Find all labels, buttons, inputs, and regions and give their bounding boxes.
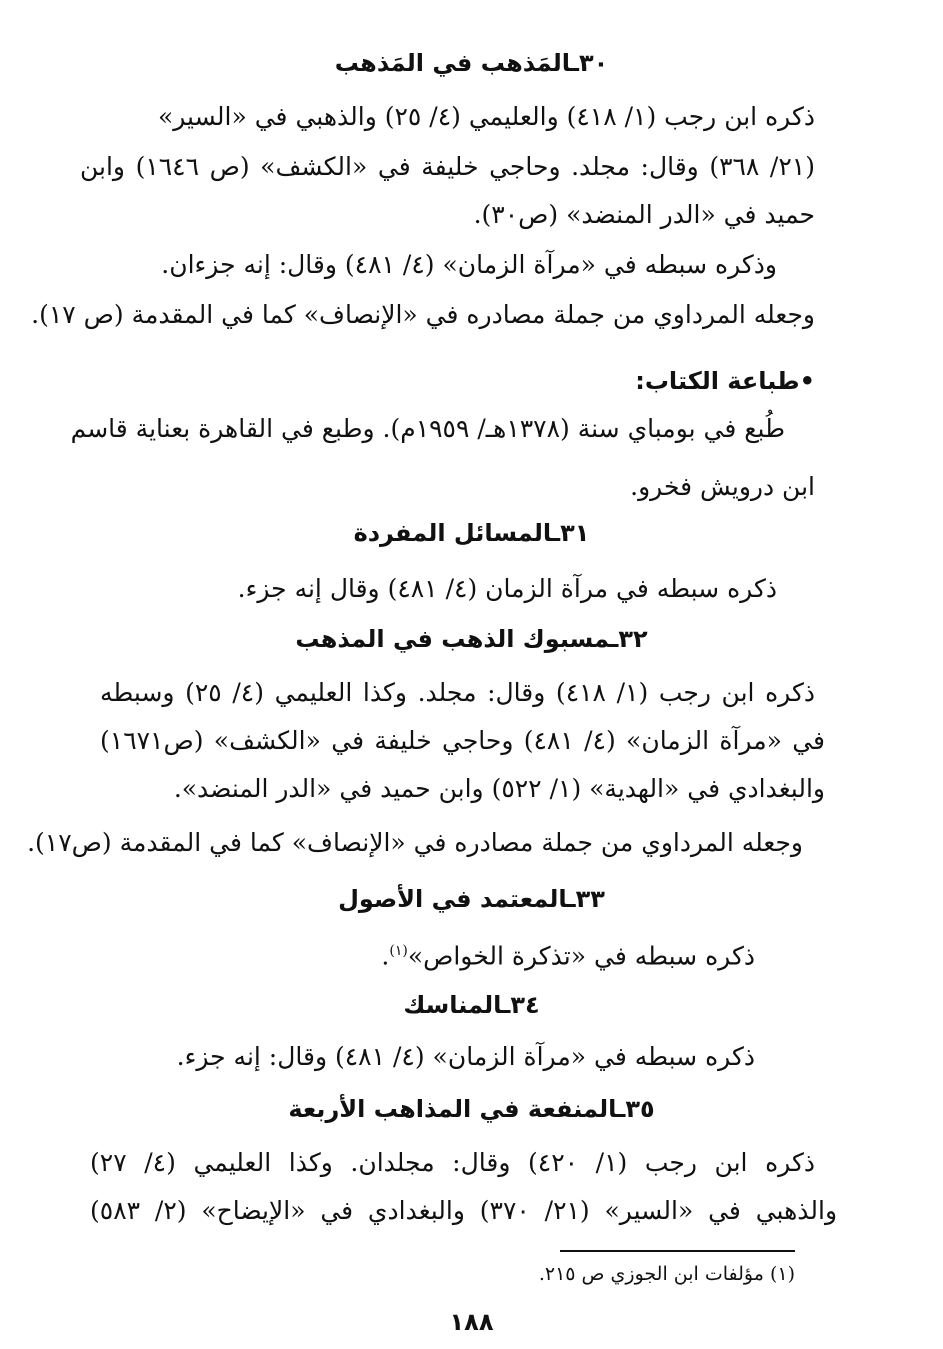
printing-line-2: ابن درويش فخرو. [630,472,815,501]
entry-31-line-1: ذكره سبطه في مرآة الزمان (٤/ ٤٨١) وقال إنه جزء. [237,574,777,603]
entry-33-text-end: . [381,941,390,971]
printing-line-1: طُبع في بومباي سنة (١٣٧٨هـ/ ١٩٥٩م). وطبع في القاهرة بعناية قاسم [70,414,785,443]
entry-32-title: ٣٢ـمسبوك الذهب في المذهب [295,625,648,653]
entry-32-line-1: ذكره ابن رجب (١/ ٤١٨) وقال: مجلد. وكذا العليمي (٤/ ٢٥) وسبطه [100,678,816,707]
entry-32-line-3: والبغدادي في «الهدية» (١/ ٥٢٢) وابن حميد في «الدر المنضد». [173,774,825,803]
entry-31-title: ٣١ـالمسائل المفردة [353,519,590,547]
entry-34-line-1: ذكره سبطه في «مرآة الزمان» (٤/ ٤٨١) وقال: إنه جزء. [176,1042,755,1071]
entry-34-title: ٣٤ـالمناسك [403,991,540,1019]
entry-32-line-2: في «مرآة الزمان» (٤/ ٤٨١) وحاجي خليفة في «الكشف» (ص١٦٧١) [100,726,825,755]
entry-30-line-3: حميد في «الدر المنضد» (ص٣٠). [473,200,815,229]
entry-33-title: ٣٣ـالمعتمد في الأصول [338,885,605,913]
entry-35-line-1: ذكره ابن رجب (١/ ٤٢٠) وقال: مجلدان. وكذا العليمي (٤/ ٢٧) [90,1148,816,1177]
entry-33-line-1 [104,934,755,973]
entry-30-line-2: (٢١/ ٣٦٨) وقال: مجلد. وحاجي خليفة في «الكشف» (ص ١٦٤٦) وابن [80,152,815,181]
page-number: ١٨٨ [449,1308,494,1336]
printing-title: •طباعة الكتاب: [635,367,815,395]
entry-30-line-1: ذكره ابن رجب (١/ ٤١٨) والعليمي (٤/ ٢٥) والذهبي في «السير» [157,102,815,131]
footnote-divider [560,1250,795,1252]
entry-30-title: ٣٠ـالمَذهب في المَذهب [334,49,609,77]
entry-33-text: ذكره سبطه في «تذكرة الخواص» [407,941,755,971]
entry-35-line-2: والذهبي في «السير» (٢١/ ٣٧٠) والبغدادي في «الإيضاح» (٢/ ٥٨٣) [90,1196,838,1225]
entry-32-line-4: وجعله المرداوي من جملة مصادره في «الإنصاف» كما في المقدمة (ص١٧). [27,828,803,857]
footnote-reference[interactable]: (١) [389,943,408,959]
entry-30-line-5: وجعله المرداوي من جملة مصادره في «الإنصاف» كما في المقدمة (ص ١٧). [31,300,815,329]
footnote-text: (١) مؤلفات ابن الجوزي ص ٢١٥. [538,1263,795,1285]
entry-35-title: ٣٥ـالمنفعة في المذاهب الأربعة [288,1095,655,1123]
entry-30-line-4: وذكره سبطه في «مرآة الزمان» (٤/ ٤٨١) وقال: إنه جزءان. [161,250,777,279]
